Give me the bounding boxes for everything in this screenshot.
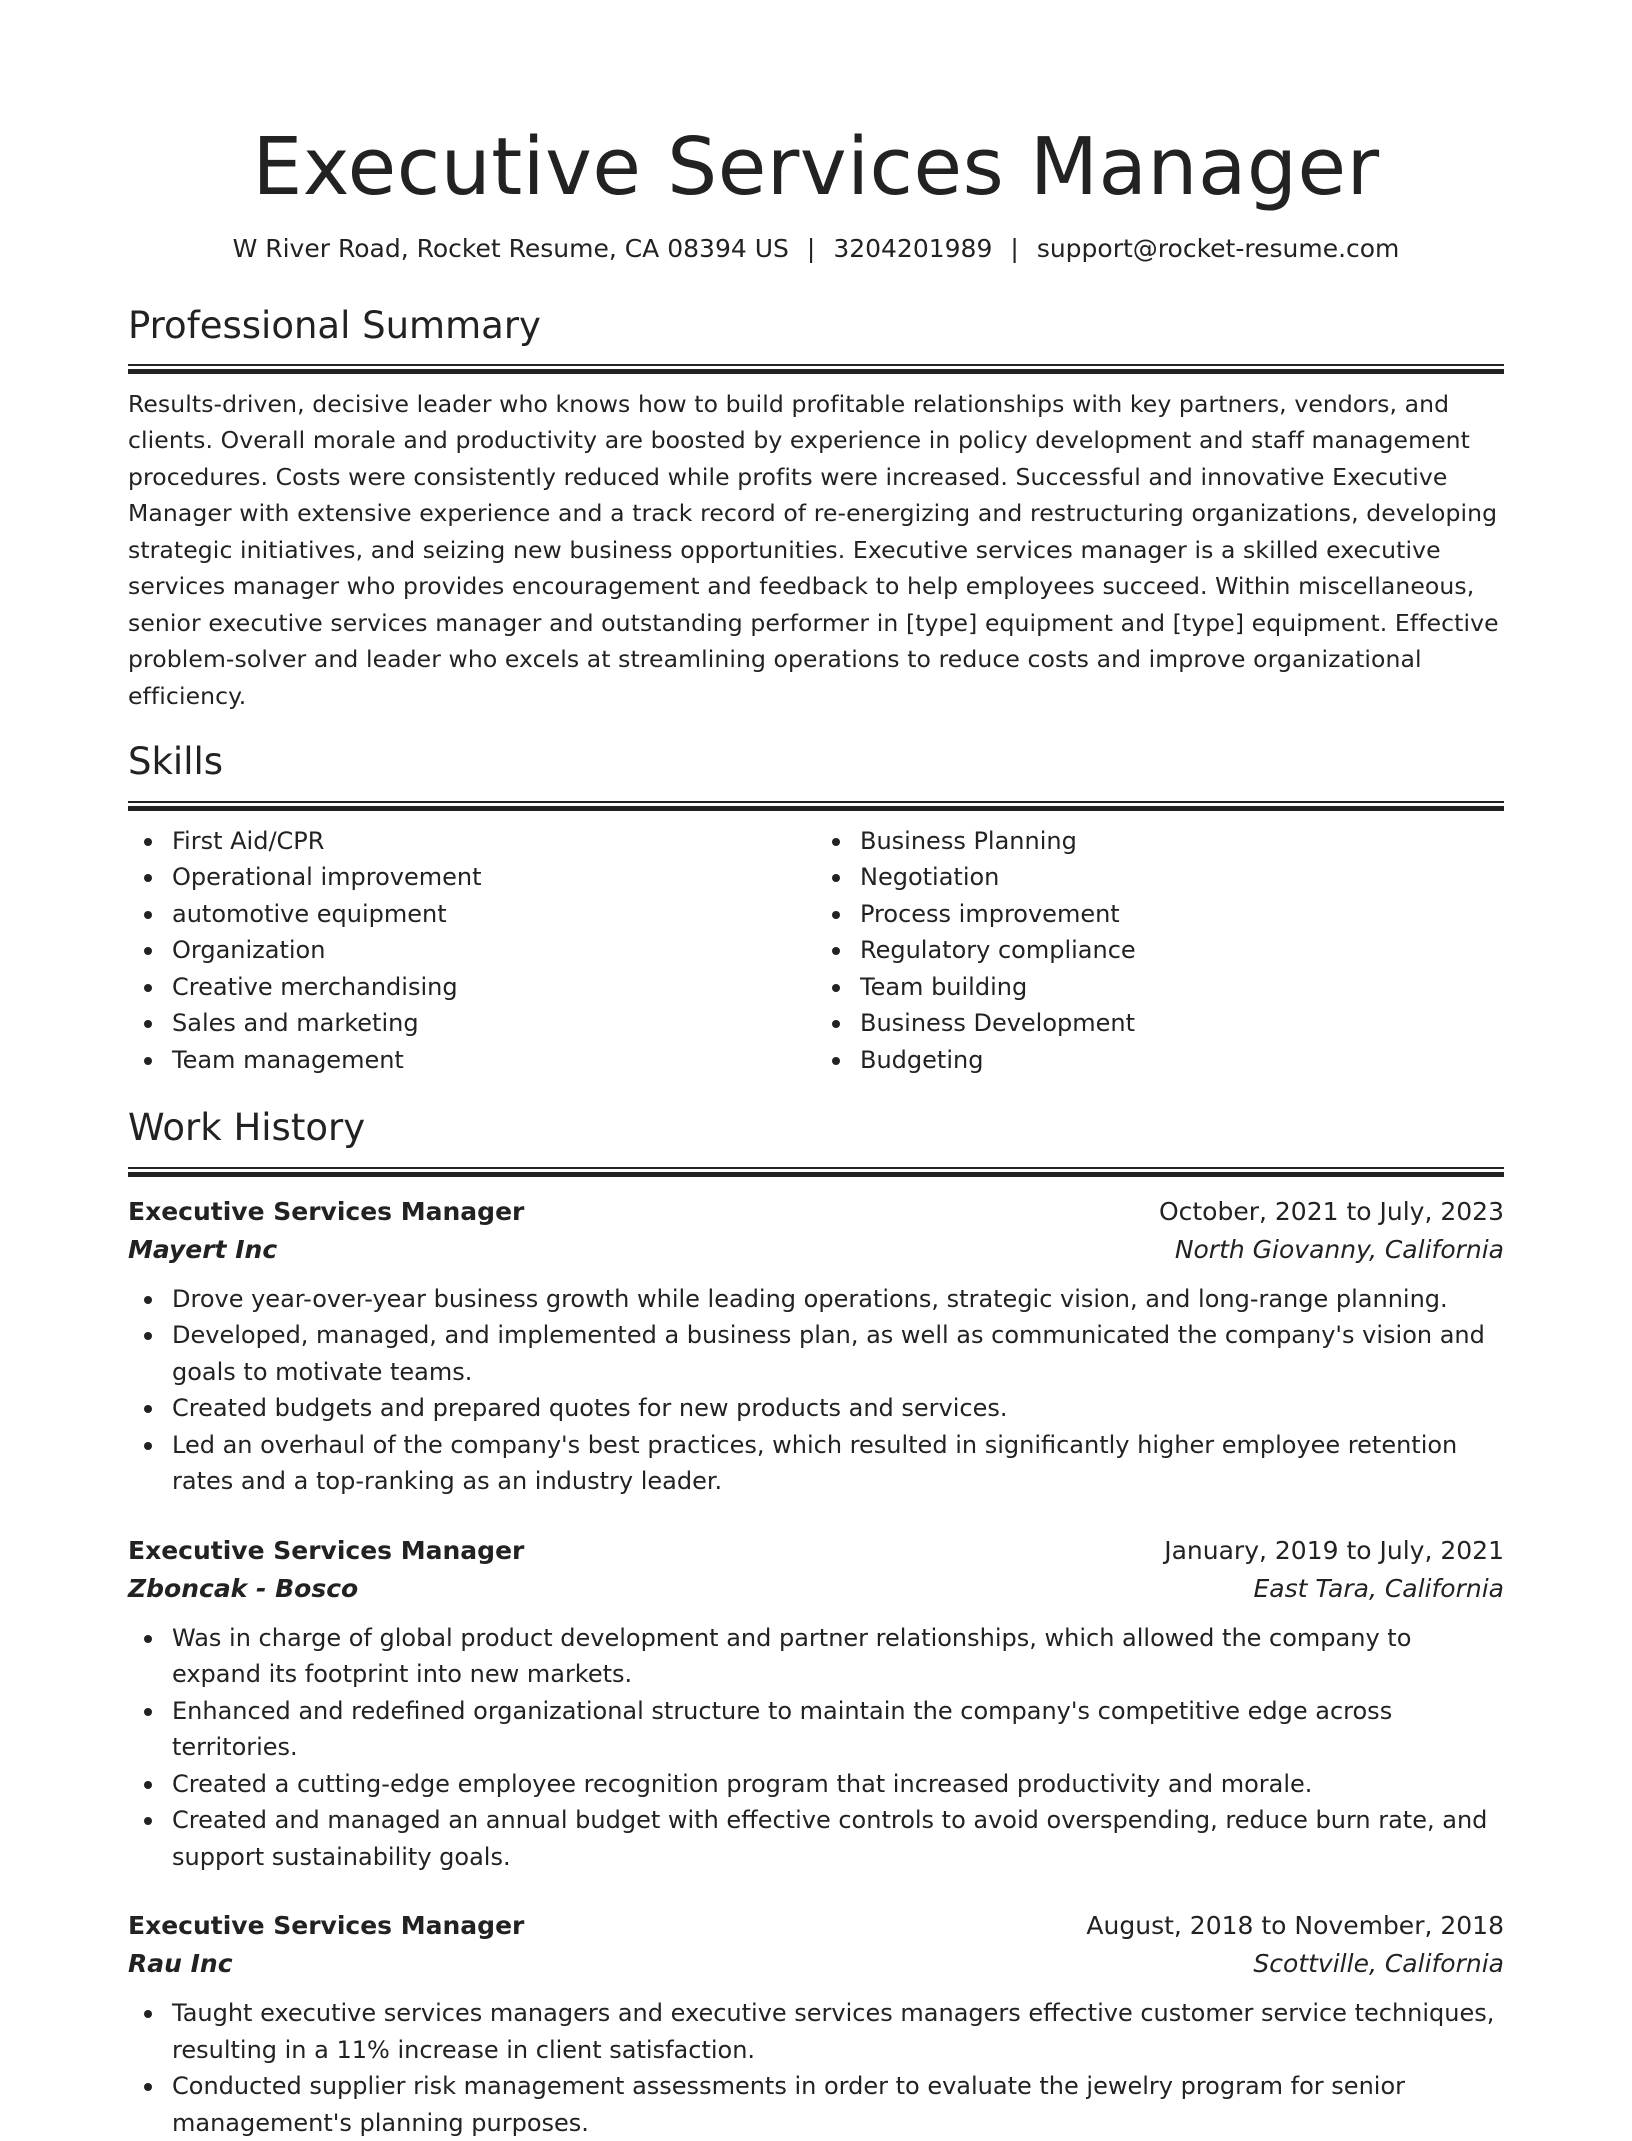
contact-address: W River Road, Rocket Resume, CA 08394 US <box>232 234 789 263</box>
job-bullet: Created and managed an annual budget with effective controls to avoid overspending, reduce burn rate, and support sustainability goals. <box>128 1802 1504 1875</box>
job-bullets <box>128 1620 1504 1876</box>
job-company: Zboncak - Bosco <box>128 1573 359 1603</box>
contact-separator: | <box>1010 234 1019 263</box>
job-bullet: Taught executive services managers and executive services managers effective customer service techniques, resulting in a 11% increase in client satisfaction. <box>128 1995 1504 2068</box>
skill-item: Business Planning <box>816 823 1504 860</box>
work-heading: Work History <box>128 1106 366 1150</box>
skills-section <box>128 740 1504 1078</box>
skills-grid <box>128 823 1504 1079</box>
contact-email: support@rocket-resume.com <box>1036 234 1400 263</box>
job-entry <box>128 1193 1504 1500</box>
skill-item: Team management <box>128 1042 816 1079</box>
job-bullet: Was in charge of global product development and partner relationships, which allowed the company to expand its footprint into new markets. <box>128 1620 1504 1693</box>
contact-line <box>128 233 1504 266</box>
summary-section <box>128 304 1504 715</box>
job-company: Rau Inc <box>128 1949 233 1979</box>
job-entry <box>128 1532 1504 1876</box>
job-dates: January, 2019 to July, 2021 <box>1164 1535 1504 1565</box>
skill-item: Team building <box>816 969 1504 1006</box>
job-dates: August, 2018 to November, 2018 <box>1086 1911 1504 1941</box>
job-header-row <box>128 1532 1504 1570</box>
skill-item: First Aid/CPR <box>128 823 816 860</box>
skills-heading: Skills <box>128 740 224 784</box>
skill-item: Operational improvement <box>128 859 816 896</box>
resume-name: Executive Services Manager <box>252 121 1380 213</box>
section-divider <box>128 1167 1504 1177</box>
skill-item: Organization <box>128 932 816 969</box>
job-title: Executive Services Manager <box>128 1196 525 1226</box>
job-bullets <box>128 1281 1504 1500</box>
job-bullet: Created a cutting-edge employee recognition program that increased productivity and morale. <box>128 1766 1504 1803</box>
summary-text: Results-driven, decisive leader who knows how to build profitable relationships with key partners, vendors, and clients. Overall morale and productivity are boosted by experience in policy development and staff management procedures. Costs were consistently reduced while profits were increased. Successful and innovative Executive Manager with extensive experience and a track record of re-energizing and restructuring organizations, developing strategic initiatives, and seizing new business opportunities. Executive services manager is a skilled executive services manager who provides encouragement and feedback to help employees succeed. Within miscellaneous, senior executive services manager and outstanding performer in [type] equipment and [type] equipment. Effective problem-solver and leader who excels at streamlining operations to reduce costs and improve organizational efficiency. <box>128 389 1499 710</box>
contact-phone: 3204201989 <box>833 234 993 263</box>
job-bullet: Led an overhaul of the company's best practices, which resulted in significantly higher employee retention rates and a top-ranking as an industry leader. <box>128 1427 1504 1500</box>
skill-item: Negotiation <box>816 859 1504 896</box>
job-bullet: Drove year-over-year business growth while leading operations, strategic vision, and long-range planning. <box>128 1281 1504 1318</box>
job-location: North Giovanny, California <box>1174 1234 1504 1264</box>
section-divider <box>128 364 1504 374</box>
job-bullets <box>128 1995 1504 2141</box>
skill-item: automotive equipment <box>128 896 816 933</box>
job-company-row <box>128 1231 1504 1269</box>
job-company-row <box>128 1945 1504 1983</box>
job-title: Executive Services Manager <box>128 1911 525 1941</box>
job-bullet: Developed, managed, and implemented a business plan, as well as communicated the company's vision and goals to motivate teams. <box>128 1317 1504 1390</box>
contact-separator: | <box>806 234 816 263</box>
job-company: Mayert Inc <box>128 1234 278 1264</box>
job-header-row <box>128 1907 1504 1945</box>
job-bullet: Conducted supplier risk management assessments in order to evaluate the jewelry program for senior management's planning purposes. <box>128 2068 1504 2141</box>
job-title: Executive Services Manager <box>128 1535 525 1565</box>
section-divider <box>128 801 1504 811</box>
job-dates: October, 2021 to July, 2023 <box>1158 1196 1504 1226</box>
job-header-row <box>128 1193 1504 1231</box>
job-bullet: Enhanced and redefined organizational structure to maintain the company's competitive edge across territories. <box>128 1693 1504 1766</box>
skills-column-right <box>816 823 1504 1079</box>
skill-item: Sales and marketing <box>128 1005 816 1042</box>
work-section <box>128 1106 1504 2141</box>
skill-item: Process improvement <box>816 896 1504 933</box>
job-location: Scottville, California <box>1253 1949 1504 1979</box>
skill-item: Business Development <box>816 1005 1504 1042</box>
skills-column-left <box>128 823 816 1079</box>
skill-item: Regulatory compliance <box>816 932 1504 969</box>
skill-item: Budgeting <box>816 1042 1504 1079</box>
job-company-row <box>128 1570 1504 1608</box>
job-location: East Tara, California <box>1253 1573 1504 1603</box>
summary-heading: Professional Summary <box>128 303 541 347</box>
job-entry <box>128 1907 1504 2141</box>
skill-item: Creative merchandising <box>128 969 816 1006</box>
job-bullet: Created budgets and prepared quotes for new products and services. <box>128 1390 1504 1427</box>
